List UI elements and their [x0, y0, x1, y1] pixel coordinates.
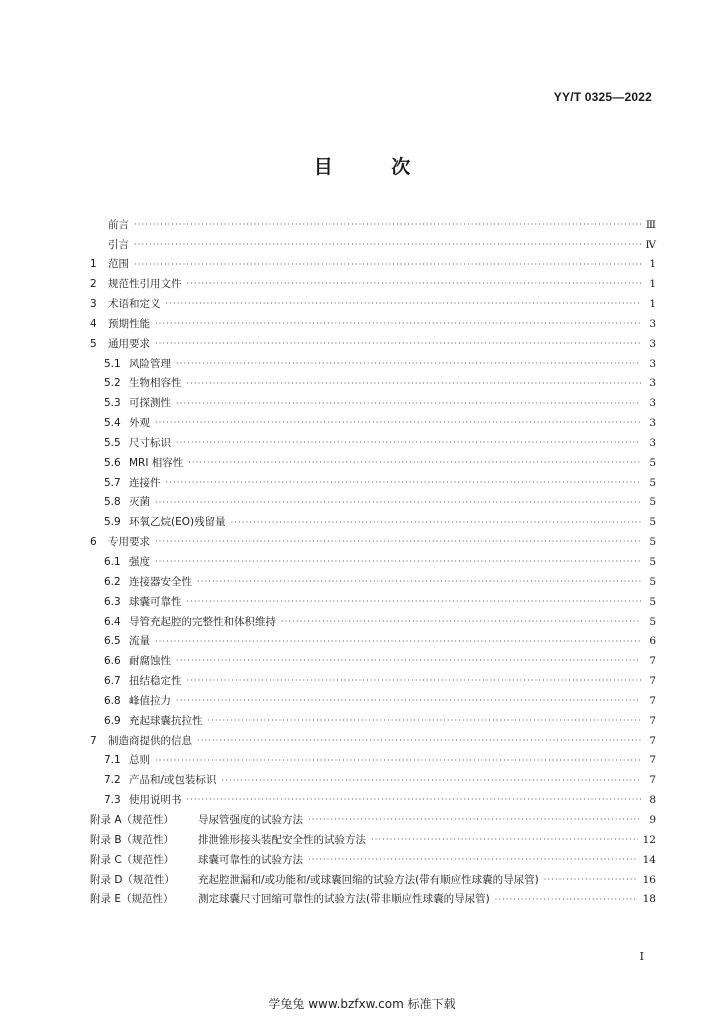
toc-entry-number: 6.8	[104, 694, 121, 707]
toc-entry-number: 1	[90, 258, 97, 271]
toc-entry-number: 2	[90, 278, 97, 291]
toc-entry-number: 7.2	[104, 774, 121, 787]
toc-entry-page: 5	[649, 556, 656, 569]
toc-entry-number: 7.1	[104, 754, 121, 767]
toc-entry[interactable]	[90, 771, 656, 791]
toc-entry-page: 5	[649, 536, 656, 549]
dot-leader	[281, 618, 641, 626]
toc-entry-title: 生物相容性	[129, 377, 182, 390]
toc-entry-number: 6.4	[104, 615, 121, 628]
toc-entry-title: 排泄锥形接头装配安全性的试验方法	[198, 833, 366, 846]
toc-entry-number: 6.1	[104, 556, 121, 569]
table-of-contents	[90, 215, 656, 910]
toc-entry[interactable]	[90, 255, 656, 275]
toc-entry-title: 连接件	[129, 476, 161, 489]
toc-entry-number: 6	[90, 536, 97, 549]
dot-leader	[544, 876, 638, 884]
dot-leader	[308, 816, 641, 824]
dot-leader	[155, 320, 641, 328]
toc-entry-number: 5.8	[104, 496, 121, 509]
dot-leader	[222, 777, 641, 785]
toc-entry-page: 3	[649, 357, 656, 370]
toc-entry[interactable]	[90, 592, 656, 612]
toc-entry-page: 9	[649, 813, 656, 826]
toc-entry[interactable]	[90, 473, 656, 493]
toc-entry[interactable]	[90, 671, 656, 691]
toc-entry-number: 6.3	[104, 595, 121, 608]
toc-entry-title: 球囊可靠性的试验方法	[198, 853, 303, 866]
document-code: YY/T 0325—2022	[553, 90, 652, 104]
toc-entry-title: 流量	[129, 635, 150, 648]
toc-entry-title: 峰值拉力	[129, 694, 171, 707]
toc-entry[interactable]	[90, 433, 656, 453]
toc-entry-page: 1	[649, 258, 656, 271]
toc-entry[interactable]	[90, 830, 656, 850]
toc-entry-page: Ⅲ	[645, 218, 656, 231]
toc-entry-number: 5.4	[104, 417, 121, 430]
dot-leader	[155, 340, 641, 348]
toc-entry-title: 充起球囊抗拉性	[129, 714, 203, 727]
toc-entry-title: 环氧乙烷(EO)残留量	[129, 516, 226, 529]
dot-leader	[134, 261, 641, 269]
toc-entry[interactable]	[90, 572, 656, 592]
dot-leader	[308, 856, 638, 864]
toc-entry-title: 扭结稳定性	[129, 675, 182, 688]
toc-entry[interactable]	[90, 632, 656, 652]
dot-leader	[155, 538, 641, 546]
toc-entry-title: 范围	[108, 258, 129, 271]
toc-entry[interactable]	[90, 235, 656, 255]
toc-entry[interactable]	[90, 652, 656, 672]
toc-entry-page: 5	[649, 516, 656, 529]
toc-entry-title: 规范性引用文件	[108, 278, 182, 291]
toc-entry[interactable]	[90, 493, 656, 513]
dot-leader	[176, 439, 641, 447]
dot-leader	[155, 419, 641, 427]
toc-entry-page: 12	[642, 833, 656, 846]
toc-entry[interactable]	[90, 453, 656, 473]
toc-entry[interactable]	[90, 691, 656, 711]
toc-entry[interactable]	[90, 711, 656, 731]
dot-leader	[231, 519, 641, 527]
toc-entry[interactable]	[90, 751, 656, 771]
toc-entry[interactable]	[90, 870, 656, 890]
toc-entry-page: 5	[649, 615, 656, 628]
toc-entry[interactable]	[90, 354, 656, 374]
toc-entry-page: 1	[649, 278, 656, 291]
toc-entry[interactable]	[90, 314, 656, 334]
dot-leader	[155, 558, 641, 566]
toc-entry-title: 导尿管强度的试验方法	[198, 813, 303, 826]
toc-entry-page: 5	[649, 476, 656, 489]
toc-entry-page: 5	[649, 575, 656, 588]
toc-entry-page: 18	[642, 893, 656, 906]
toc-entry[interactable]	[90, 294, 656, 314]
toc-entry-page: 7	[649, 714, 656, 727]
toc-entry-page: 5	[649, 456, 656, 469]
toc-entry-page: 3	[649, 377, 656, 390]
toc-entry-title: 总则	[129, 754, 150, 767]
toc-entry[interactable]	[90, 810, 656, 830]
toc-entry[interactable]	[90, 413, 656, 433]
toc-entry-number: 5.2	[104, 377, 121, 390]
toc-entry-title: 制造商提供的信息	[108, 734, 192, 747]
toc-entry[interactable]	[90, 215, 656, 235]
toc-entry-title: 耐腐蚀性	[129, 655, 171, 668]
toc-entry-number: 5.1	[104, 357, 121, 370]
toc-entry-page: 8	[649, 794, 656, 807]
dot-leader	[134, 221, 641, 229]
toc-entry-title: 外观	[129, 417, 150, 430]
dot-leader	[197, 737, 641, 745]
toc-entry-title: 导管充起腔的完整性和体积维持	[129, 615, 276, 628]
dot-leader	[166, 300, 642, 308]
toc-entry[interactable]	[90, 790, 656, 810]
toc-entry-page: 6	[649, 635, 656, 648]
dot-leader	[188, 459, 641, 467]
toc-entry-title: MRI 相容性	[129, 456, 184, 469]
toc-entry-number: 7.3	[104, 794, 121, 807]
toc-entry[interactable]	[90, 334, 656, 354]
toc-entry-number: 附录 E（规范性）	[90, 893, 174, 906]
toc-entry-number: 3	[90, 298, 97, 311]
toc-entry-page: 5	[649, 595, 656, 608]
dot-leader	[187, 796, 642, 804]
page-title: 目 次	[313, 156, 437, 178]
toc-entry[interactable]	[90, 612, 656, 632]
toc-entry-page: Ⅳ	[645, 238, 656, 251]
dot-leader	[187, 380, 642, 388]
toc-entry-title: 灭菌	[129, 496, 150, 509]
dot-leader	[155, 638, 641, 646]
toc-entry[interactable]	[90, 374, 656, 394]
toc-entry-title: 球囊可靠性	[129, 595, 182, 608]
dot-leader	[176, 697, 641, 705]
toc-entry-page: 3	[649, 337, 656, 350]
toc-entry-title: 术语和定义	[108, 298, 161, 311]
toc-entry-page: 7	[649, 754, 656, 767]
toc-entry-page: 7	[649, 774, 656, 787]
toc-entry-title: 可探测性	[129, 397, 171, 410]
toc-entry-title: 充起腔泄漏和/或功能和/或球囊回缩的试验方法(带有顺应性球囊的导尿管)	[198, 873, 539, 886]
dot-leader	[187, 280, 642, 288]
toc-entry-page: 7	[649, 675, 656, 688]
toc-entry-page: 3	[649, 417, 656, 430]
toc-entry-page: 3	[649, 436, 656, 449]
watermark-text: 学兔兔 www.bzfxw.com 标准下载	[268, 997, 456, 1011]
toc-entry-title: 引言	[108, 238, 129, 251]
toc-entry[interactable]	[90, 731, 656, 751]
toc-entry-title: 产品和/或包装标识	[129, 774, 217, 787]
dot-leader	[197, 578, 641, 586]
toc-entry-page: 16	[642, 873, 656, 886]
toc-entry[interactable]	[90, 275, 656, 295]
dot-leader	[371, 836, 638, 844]
toc-entry-title: 测定球囊尺寸回缩可靠性的试验方法(带非顺应性球囊的导尿管)	[198, 893, 490, 906]
toc-entry[interactable]	[90, 890, 656, 910]
toc-entry-title: 通用要求	[108, 337, 150, 350]
toc-entry-number: 6.5	[104, 635, 121, 648]
toc-entry[interactable]	[90, 552, 656, 572]
toc-entry-page: 3	[649, 397, 656, 410]
toc-entry-number: 6.7	[104, 675, 121, 688]
toc-entry-page: 7	[649, 655, 656, 668]
dot-leader	[187, 598, 642, 606]
toc-entry-number: 6.9	[104, 714, 121, 727]
toc-entry-number: 附录 D（规范性）	[90, 873, 175, 886]
dot-leader	[208, 717, 642, 725]
toc-entry-title: 预期性能	[108, 317, 150, 330]
toc-entry-number: 7	[90, 734, 97, 747]
toc-entry-number: 5.6	[104, 456, 121, 469]
dot-leader	[176, 657, 641, 665]
toc-entry-number: 4	[90, 317, 97, 330]
toc-entry-page: 7	[649, 734, 656, 747]
toc-entry-page: 1	[649, 298, 656, 311]
toc-entry-number: 附录 A（规范性）	[90, 813, 175, 826]
dot-leader	[166, 479, 642, 487]
toc-entry-title: 强度	[129, 556, 150, 569]
toc-entry[interactable]	[90, 850, 656, 870]
toc-entry-number: 6.2	[104, 575, 121, 588]
dot-leader	[155, 757, 641, 765]
toc-entry[interactable]	[90, 533, 656, 553]
toc-entry[interactable]	[90, 513, 656, 533]
toc-entry-page: 5	[649, 496, 656, 509]
toc-entry-title: 前言	[108, 218, 129, 231]
toc-entry-title: 使用说明书	[129, 794, 182, 807]
toc-entry-title: 连接器安全性	[129, 575, 192, 588]
toc-entry-title: 尺寸标识	[129, 436, 171, 449]
toc-entry-number: 5.9	[104, 516, 121, 529]
dot-leader	[176, 360, 641, 368]
dot-leader	[187, 677, 642, 685]
dot-leader	[155, 499, 641, 507]
page-folio: I	[639, 950, 644, 963]
toc-entry-number: 5.3	[104, 397, 121, 410]
dot-leader	[134, 241, 641, 249]
toc-entry-title: 风险管理	[129, 357, 171, 370]
dot-leader	[495, 896, 638, 904]
toc-entry-number: 附录 C（规范性）	[90, 853, 175, 866]
dot-leader	[176, 400, 641, 408]
toc-entry-number: 5.5	[104, 436, 121, 449]
toc-entry-number: 5.7	[104, 476, 121, 489]
toc-entry-page: 14	[642, 853, 656, 866]
toc-entry[interactable]	[90, 394, 656, 414]
toc-entry-number: 5	[90, 337, 97, 350]
toc-entry-title: 专用要求	[108, 536, 150, 549]
toc-entry-page: 3	[649, 317, 656, 330]
toc-entry-page: 7	[649, 694, 656, 707]
toc-entry-number: 6.6	[104, 655, 121, 668]
toc-entry-number: 附录 B（规范性）	[90, 833, 175, 846]
